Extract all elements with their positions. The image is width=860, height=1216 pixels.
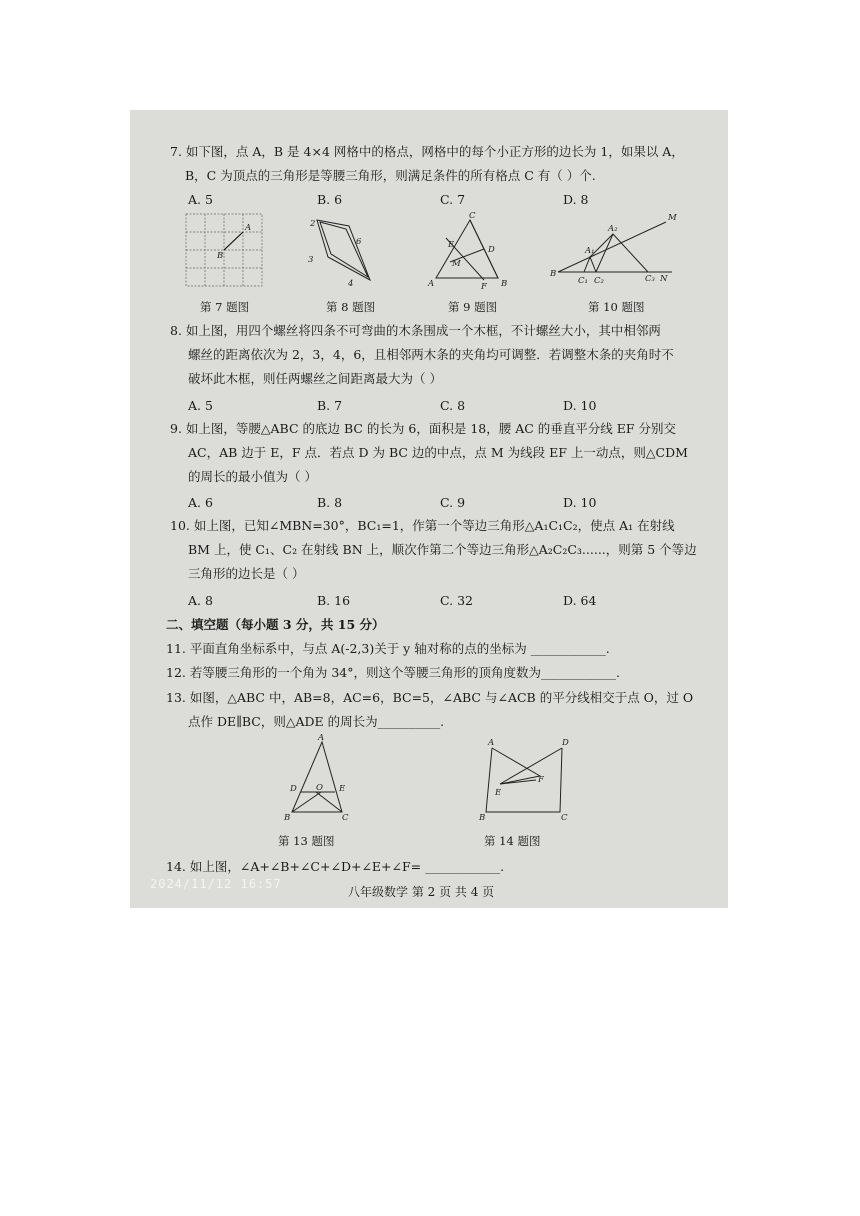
fig10-label-a1: A₁ [585,246,595,256]
fig10-caption: 第 10 题图 [588,300,645,314]
fig14-label-d: D [562,738,569,748]
q8-option-b: B. 7 [317,398,343,413]
q10-option-b: B. 16 [317,593,351,608]
fig8-label-4: 4 [348,279,354,289]
fig10-label-c2: C₂ [594,276,604,286]
q8-option-d: D. 10 [563,398,597,413]
fig10-equilateral-chain [548,210,676,292]
q8-line1: 8. 如上图，用四个螺丝将四条不可弯曲的木条围成一个木框，不计螺丝大小，其中相邻两 [170,323,661,338]
fig10-label-m: M [668,213,677,223]
fig10-label-n: N [660,274,668,284]
fig13-label-a: A [318,733,325,743]
fig10-label-c3: C₃ [645,274,655,284]
fig13-label-b: B [284,813,291,823]
fig8-caption: 第 8 题图 [326,300,376,314]
fig9-caption: 第 9 题图 [448,300,498,314]
q7-line2: B，C 为顶点的三角形是等腰三角形，则满足条件的所有格点 C 有（ ）个. [185,168,596,183]
q8-option-c: C. 8 [440,398,466,413]
fig14-label-e: E [495,788,502,798]
fig13-label-d: D [290,784,297,794]
q8-line3: 破坏此木框，则任两螺丝之间距离最大为（ ） [188,371,442,386]
q9-option-b: B. 8 [317,495,343,510]
q14-text: 14. 如上图，∠A+∠B+∠C+∠D+∠E+∠F= ____________. [166,859,505,874]
fig9-label-a: A [428,279,435,289]
q9-line3: 的周长的最小值为（ ） [188,469,317,484]
q9-line2: AC，AB 边于 E，F 点．若点 D 为 BC 边的中点，点 M 为线段 EF 上一动点，则△CDM [188,445,688,460]
fig9-label-b: B [501,279,508,289]
q8-option-a: A. 5 [188,398,213,413]
fig8-label-6: 6 [356,237,362,247]
fig8-label-3: 3 [308,255,314,265]
photo-timestamp: 2024/11/12 16:57 [150,877,282,891]
section-fill-in-heading: 二、填空题（每小题 3 分，共 15 分） [166,617,385,632]
fig13-triangle [280,734,360,824]
q13-line1: 13. 如图，△ABC 中，AB=8，AC=6，BC=5，∠ABC 与∠ACB 的平分线相交于点 O，过 O [166,690,694,705]
q9-option-c: C. 9 [440,495,466,510]
q9-option-d: D. 10 [563,495,597,510]
fig9-label-m: M [452,259,461,269]
q11-text: 11. 平面直角坐标系中，与点 A(-2,3)关于 y 轴对称的点的坐标为 ____________. [166,641,610,656]
q7-option-c: C. 7 [440,192,466,207]
q10-option-c: C. 32 [440,593,473,608]
q8-line2: 螺丝的距离依次为 2，3，4，6，且相邻两木条的夹角均可调整．若调整木条的夹角时不 [188,347,674,362]
fig14-label-a: A [488,738,495,748]
fig9-label-c: C [469,211,476,221]
fig10-label-c1: C₁ [578,276,588,286]
q7-line1: 7. 如下图，点 A，B 是 4×4 网格中的格点，网格中的每个小正方形的边长为 1，如果以 A， [170,144,684,159]
q9-line1: 9. 如上图，等腰△ABC 的底边 BC 的长为 6，面积是 18，腰 AC 的垂直平分线 EF 分别交 [170,421,677,436]
fig7-label-a: A [245,223,252,233]
fig8-label-2: 2 [310,219,316,229]
q7-option-d: D. 8 [563,192,589,207]
fig10-label-a2: A₂ [608,224,618,234]
fig8-frame [306,214,396,290]
page-footer: 八年级数学 第 2 页 共 4 页 [348,885,495,899]
fig7-grid [186,214,266,290]
q12-text: 12. 若等腰三角形的一个角为 34°，则这个等腰三角形的顶角度数为____________. [166,665,620,680]
q10-option-a: A. 8 [188,593,213,608]
q7-option-a: A. 5 [188,192,213,207]
fig14-label-f: F [538,775,544,785]
fig13-label-o: O [316,783,323,793]
fig9-label-f: F [481,282,487,292]
fig14-figure [476,734,576,824]
q7-option-b: B. 6 [317,192,343,207]
q10-option-d: D. 64 [563,593,597,608]
fig14-label-c: C [561,813,568,823]
fig13-label-c: C [342,813,349,823]
fig10-label-b: B [550,269,557,279]
fig7-label-b: B [217,251,224,261]
fig14-label-b: B [479,813,486,823]
photo-of-exam-page [130,110,728,908]
q13-line2: 点作 DE∥BC，则△ADE 的周长为__________. [188,714,445,729]
q10-line3: 三角形的边长是（ ） [188,566,305,581]
fig13-caption: 第 13 题图 [278,834,335,848]
fig9-label-d: D [488,245,495,255]
q10-line2: BM 上，使 C₁、C₂ 在射线 BN 上，顺次作第二个等边三角形△A₂C₂C₃......，则第 5 个等边 [188,542,697,557]
q10-line1: 10. 如上图，已知∠MBN=30°，BC₁=1，作第一个等边三角形△A₁C₁C₂，使点 A₁ 在射线 [170,518,675,533]
fig9-triangle [426,212,520,292]
fig13-label-e: E [339,784,346,794]
fig14-caption: 第 14 题图 [484,834,541,848]
fig9-label-e: E [448,240,455,250]
fig7-caption: 第 7 题图 [200,300,250,314]
q9-option-a: A. 6 [188,495,213,510]
